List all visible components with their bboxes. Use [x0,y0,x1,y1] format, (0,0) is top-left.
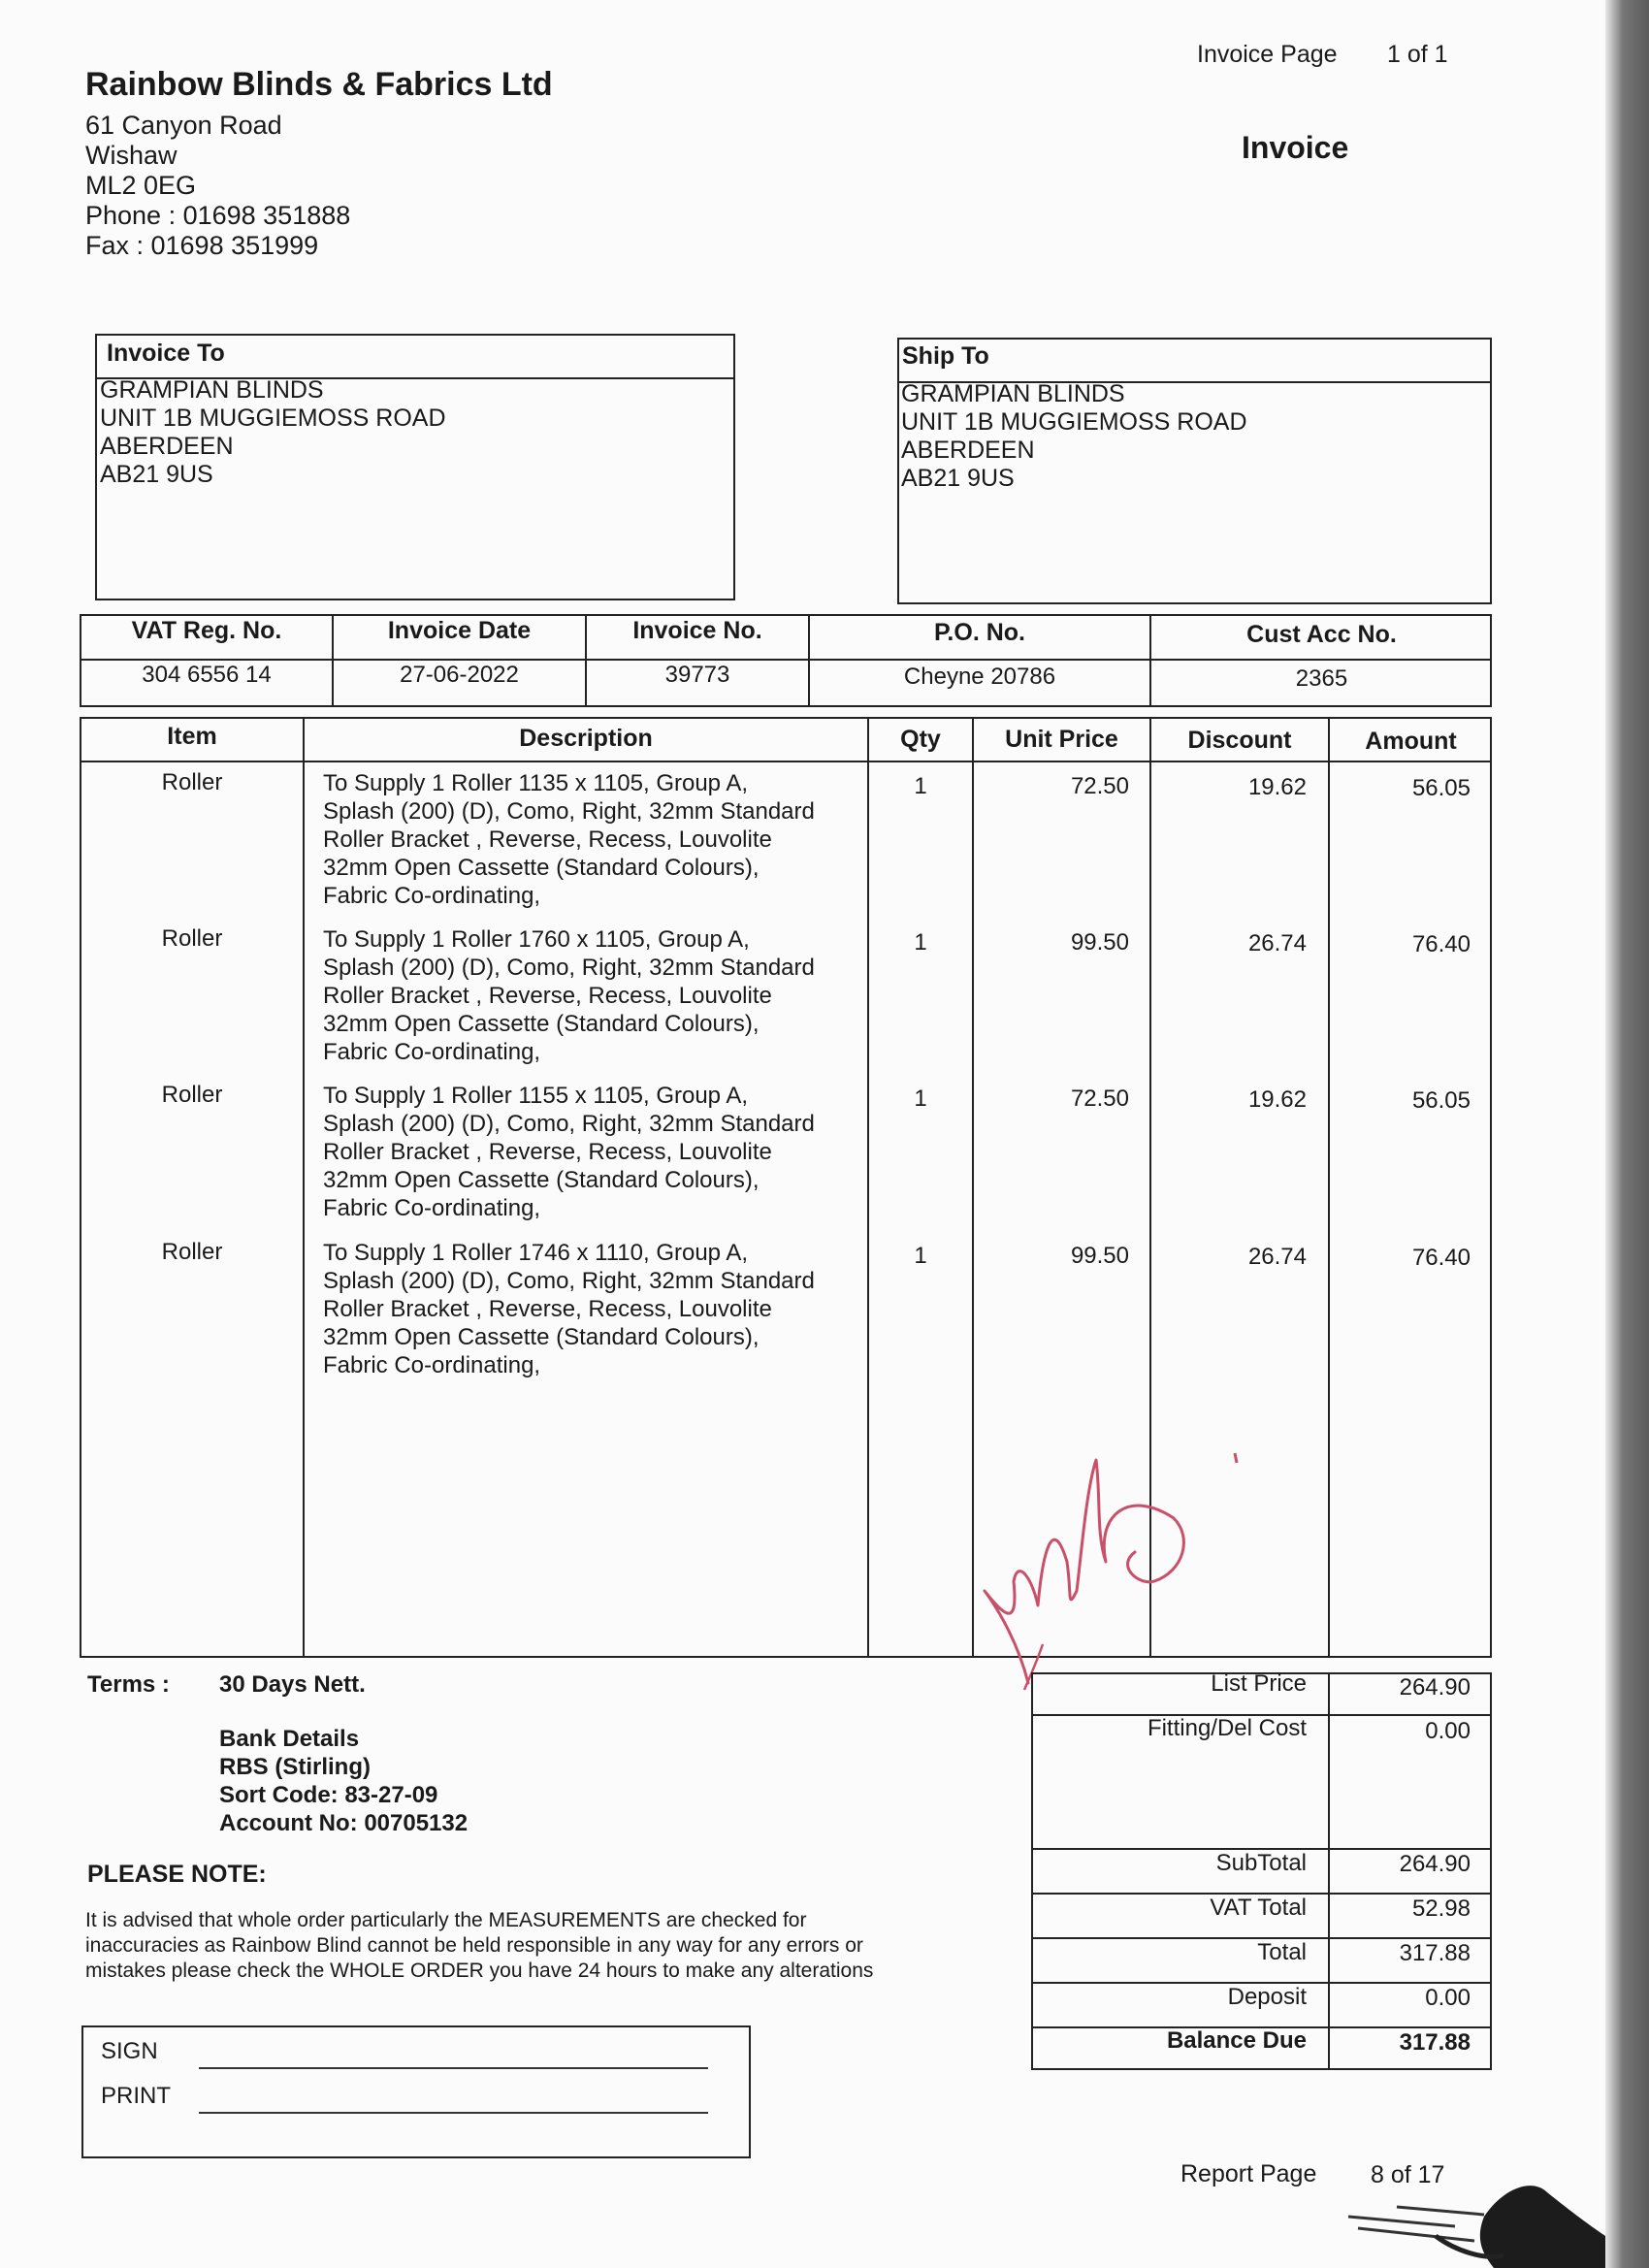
row2-unit-price: 99.50 [1070,929,1129,956]
description-line: Roller Bracket , Reverse, Recess, Louvolite [323,983,772,1009]
fitting-cost-label: Fitting/Del Cost [1147,1715,1307,1741]
print-line[interactable] [199,2112,708,2114]
ship-to-heading: Ship To [902,342,989,370]
sign-line[interactable] [199,2067,708,2069]
ship-to-line: AB21 9US [901,465,1015,492]
description-line: 32mm Open Cassette (Standard Colours), [323,1167,760,1193]
description-line: 32mm Open Cassette (Standard Colours), [323,855,760,881]
scan-smudge [1339,2158,1605,2268]
row3-amount: 56.05 [1411,1087,1471,1114]
row2-description [323,925,815,1066]
row4-item: Roller [161,1239,223,1265]
page-edge-shadow [1605,0,1649,2268]
terms-label: Terms : [87,1671,170,1698]
report-page-label: Report Page [1180,2160,1317,2187]
row3-qty: 1 [914,1085,927,1112]
bank-details-heading: Bank Details [219,1726,360,1752]
company-address [85,111,350,261]
description-line: To Supply 1 Roller 1155 x 1105, Group A, [323,1083,749,1109]
invoice-to-heading: Invoice To [107,340,225,367]
invoice-to-address [100,376,446,489]
description-line: Fabric Co-ordinating, [323,1352,541,1378]
handwritten-initials-signature [960,1436,1251,1707]
company-fax: Fax : 01698 351999 [85,231,319,260]
invoice-page-label: Invoice Page [1197,41,1338,68]
company-address-line: Wishaw [85,141,178,170]
info-header-date: Invoice Date [387,617,532,644]
description-line: Splash (200) (D), Como, Right, 32mm Standard [323,955,815,981]
note-line: It is advised that whole order particularly the MEASUREMENTS are checked for [85,1909,807,1931]
total-label: Total [1257,1939,1307,1965]
description-line: To Supply 1 Roller 1760 x 1105, Group A, [323,926,750,953]
description-line: Fabric Co-ordinating, [323,1039,541,1065]
row3-discount: 19.62 [1247,1086,1307,1113]
row4-description [323,1239,815,1379]
description-line: Fabric Co-ordinating, [323,883,541,909]
info-header-cust-acc: Cust Acc No. [1246,621,1397,648]
row1-description [323,769,815,910]
deposit-label: Deposit [1227,1984,1307,2010]
sort-code: Sort Code: 83-27-09 [219,1782,438,1808]
col-header-description: Description [519,725,653,752]
deposit-value: 0.00 [1425,1985,1471,2011]
info-header-vat: VAT Reg. No. [131,617,282,644]
subtotal-value: 264.90 [1399,1851,1471,1877]
description-line: Roller Bracket , Reverse, Recess, Louvolite [323,1296,772,1322]
row2-item: Roller [161,925,223,952]
subtotal-label: SubTotal [1215,1850,1307,1876]
list-price-value: 264.90 [1399,1674,1471,1701]
fitting-cost-value: 0.00 [1425,1718,1471,1744]
row3-description [323,1082,815,1222]
note-line: mistakes please check the WHOLE ORDER you have 24 hours to make any alterations [85,1960,874,1982]
row4-qty: 1 [914,1243,927,1269]
row1-qty: 1 [914,773,927,799]
company-address-line: 61 Canyon Road [85,111,282,140]
invoice-to-line: ABERDEEN [100,433,234,460]
col-header-amount: Amount [1365,728,1457,755]
row2-discount: 26.74 [1247,930,1307,956]
vat-total-value: 52.98 [1411,1895,1471,1922]
company-address-line: ML2 0EG [85,171,197,200]
bank-details [219,1725,468,1837]
info-value-date: 27-06-2022 [400,662,519,688]
terms-value: 30 Days Nett. [219,1671,366,1698]
bank-name: RBS (Stirling) [219,1754,371,1780]
row4-amount: 76.40 [1411,1245,1471,1271]
info-header-po: P.O. No. [933,619,1025,646]
please-note-text [85,1908,873,1984]
description-line: 32mm Open Cassette (Standard Colours), [323,1324,760,1350]
row1-amount: 56.05 [1411,775,1471,801]
document-title: Invoice [1242,130,1349,165]
row1-unit-price: 72.50 [1070,773,1129,799]
description-line: Splash (200) (D), Como, Right, 32mm Standard [323,798,815,825]
invoice-to-line: GRAMPIAN BLINDS [100,376,324,404]
balance-due-label: Balance Due [1166,2027,1307,2054]
company-phone: Phone : 01698 351888 [85,201,351,230]
total-value: 317.88 [1399,1940,1471,1966]
sign-label: SIGN [101,2038,158,2064]
col-header-qty: Qty [900,726,941,753]
col-header-unit-price: Unit Price [1005,726,1118,753]
invoice-to-line: UNIT 1B MUGGIEMOSS ROAD [100,405,446,432]
description-line: To Supply 1 Roller 1746 x 1110, Group A, [323,1240,749,1266]
sign-box [81,2025,751,2158]
report-page-value: 8 of 17 [1371,2161,1445,2188]
description-line: 32mm Open Cassette (Standard Colours), [323,1011,760,1037]
account-number: Account No: 00705132 [219,1810,469,1836]
info-value-vat: 304 6556 14 [142,662,272,688]
note-line: inaccuracies as Rainbow Blind cannot be held responsible in any way for any errors or [85,1934,863,1957]
ship-to-line: UNIT 1B MUGGIEMOSS ROAD [901,408,1247,436]
row1-item: Roller [161,769,223,795]
info-value-invoice-no: 39773 [664,662,730,688]
row1-discount: 19.62 [1247,774,1307,800]
balance-due-value: 317.88 [1399,2029,1471,2056]
info-header-invoice-no: Invoice No. [632,617,762,644]
description-line: Splash (200) (D), Como, Right, 32mm Standard [323,1111,815,1137]
row4-unit-price: 99.50 [1070,1243,1129,1269]
info-value-cust-acc: 2365 [1295,665,1348,692]
list-price-label: List Price [1211,1670,1307,1697]
col-header-item: Item [167,723,217,750]
invoice-to-line: AB21 9US [100,461,213,488]
print-label: PRINT [101,2083,171,2109]
col-header-discount: Discount [1187,727,1292,754]
company-name: Rainbow Blinds & Fabrics Ltd [85,66,553,103]
please-note-heading: PLEASE NOTE: [87,1861,267,1888]
row2-amount: 76.40 [1411,931,1471,957]
description-line: Roller Bracket , Reverse, Recess, Louvolite [323,826,772,853]
row3-unit-price: 72.50 [1070,1085,1129,1112]
ship-to-line: GRAMPIAN BLINDS [901,380,1125,407]
description-line: Splash (200) (D), Como, Right, 32mm Standard [323,1268,815,1294]
invoice-page-value: 1 of 1 [1387,41,1448,68]
row3-item: Roller [161,1082,223,1108]
description-line: Roller Bracket , Reverse, Recess, Louvolite [323,1139,772,1165]
ship-to-address [901,380,1247,493]
description-line: To Supply 1 Roller 1135 x 1105, Group A, [323,770,749,796]
vat-total-label: VAT Total [1210,1895,1307,1921]
row2-qty: 1 [914,929,927,956]
row4-discount: 26.74 [1247,1244,1307,1270]
info-value-po: Cheyne 20786 [903,664,1056,690]
ship-to-line: ABERDEEN [901,437,1035,464]
description-line: Fabric Co-ordinating, [323,1195,541,1221]
